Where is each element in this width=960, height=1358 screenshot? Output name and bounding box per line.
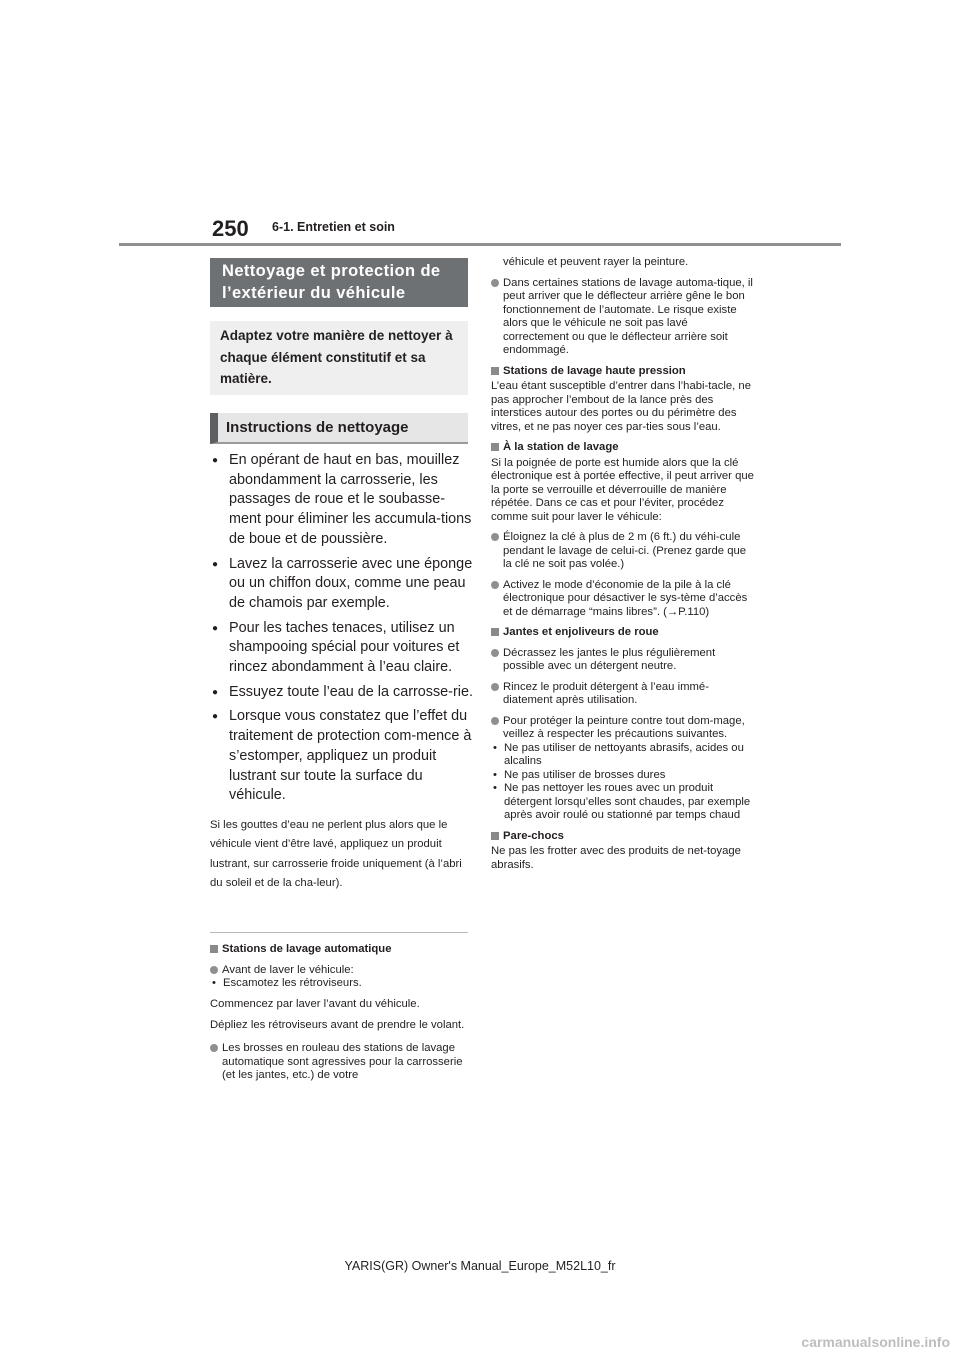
page-number: 250	[212, 216, 249, 241]
at-station-text: Si la poignée de porte est humide alors que la clé électronique est à portée effective, il peut arriver que la porte se verrouille et déverrouille de manière répétée. Dans ce cas et pour l’éviter, procédez comme suit pour laver le véhicule:	[491, 456, 754, 523]
auto-wash-item-3: Dans certaines stations de lavage automa-tique, il peut arriver que le déflecteur arrière gêne le bon fonctionnement de l’automate. Le risque existe alors que le véhicule ne soit pas lavé correctement ou que le déflecteur arrière soit endommagé.	[491, 277, 755, 358]
list-item: ● Lavez la carrosserie avec une éponge ou un chiffon doux, comme une peau de chamois par exemple.	[212, 555, 474, 614]
instructions-list	[212, 451, 474, 811]
auto-wash-bullet: • Escamotez les rétroviseurs.	[210, 977, 472, 991]
wheels-bullet-3: • Ne pas nettoyer les roues avec un produit détergent lorsqu’elles sont chaudes, par exemple après avoir roulé ou stationné par temps chaud	[491, 782, 755, 823]
wheels-item-3: Pour protéger la peinture contre tout dom-mage, veillez à respecter les précautions suivantes.	[491, 715, 755, 742]
high-pressure-text: L’eau étant susceptible d’entrer dans l’habi-tacle, ne pas approcher l’embout de la lance près des interstices autour des portes ou du périmètre des vitres, et ne pas noyer ces par-ties sous l’eau.	[491, 380, 751, 433]
auto-wash-heading: Stations de lavage automatique	[210, 943, 472, 957]
at-station-heading: À la station de lavage	[491, 441, 755, 455]
at-station-item-1: Éloignez la clé à plus de 2 m (6 ft.) du véhi-cule pendant le lavage de celui-ci. (Prenez garde que la clé ne soit pas volée.)	[491, 531, 755, 572]
intro-box: Adaptez votre manière de nettoyer à chaque élément constitutif et sa matière.	[210, 321, 468, 395]
wheels-bullet-2: • Ne pas utiliser de brosses dures	[491, 769, 755, 783]
auto-wash-item-1: Avant de laver le véhicule:	[210, 964, 472, 978]
wheels-bullet-1: • Ne pas utiliser de nettoyants abrasifs, acides ou alcalins	[491, 742, 755, 769]
list-item: ● En opérant de haut en bas, mouillez abondamment la carrosserie, les passages de roue et le soubasse-ment pour éliminer les accumula-tions de boue et de poussière.	[212, 451, 474, 550]
wheels-item-2: Rincez le produit détergent à l’eau immé-diatement après utilisation.	[491, 681, 755, 708]
section-title: 6-1. Entretien et soin	[272, 220, 395, 234]
wheels-heading: Jantes et enjoliveurs de roue	[491, 626, 755, 640]
auto-wash-item-2-continued: véhicule et peuvent rayer la peinture.	[503, 256, 689, 268]
right-column	[491, 256, 755, 872]
list-item: ● Pour les taches tenaces, utilisez un shampooing spécial pour voitures et rincez abondamment à l’eau claire.	[212, 619, 474, 678]
divider	[210, 932, 468, 933]
wheels-item-1: Décrassez les jantes le plus régulièrement possible avec un détergent neutre.	[491, 647, 755, 674]
list-item: ● Essuyez toute l’eau de la carrosse-rie.	[212, 683, 474, 703]
bumpers-text: Ne pas les frotter avec des produits de net-toyage abrasifs.	[491, 845, 741, 871]
auto-wash-section	[210, 936, 472, 1083]
bumpers-heading: Pare-chocs	[491, 830, 755, 844]
note-text: Si les gouttes d’eau ne perlent plus alors que le véhicule vient d’être lavé, appliquez un produit lustrant, sur carrosserie froide uniquement (à l’abri du soleil et de la cha-leur).	[210, 819, 462, 890]
auto-wash-item-2: Les brosses en rouleau des stations de lavage automatique sont agressives pour la carrosserie (et les jantes, etc.) de votre	[210, 1042, 472, 1083]
header-rule	[119, 243, 841, 246]
auto-wash-line-1: Commencez par laver l’avant du véhicule.	[210, 997, 420, 1010]
at-station-item-2: Activez le mode d’économie de la pile à la clé électronique pour désactiver le sys-tème d’accès et de démarrage “mains libres”. (→P.110)	[491, 579, 755, 620]
watermark: carmanualsonline.info	[801, 1334, 950, 1350]
high-pressure-heading: Stations de lavage haute pression	[491, 365, 755, 379]
list-item: ● Lorsque vous constatez que l’effet du traitement de protection com-mence à s’estomper, appliquez un produit lustrant sur toute la surface du véhicule.	[212, 707, 474, 806]
footer-text: YARIS(GR) Owner's Manual_Europe_M52L10_fr	[344, 1259, 616, 1273]
instructions-heading: Instructions de nettoyage	[210, 413, 468, 444]
page-title: Nettoyage et protection de l’extérieur du véhicule	[210, 258, 468, 307]
auto-wash-line-2: Dépliez les rétroviseurs avant de prendre le volant.	[210, 1018, 465, 1031]
